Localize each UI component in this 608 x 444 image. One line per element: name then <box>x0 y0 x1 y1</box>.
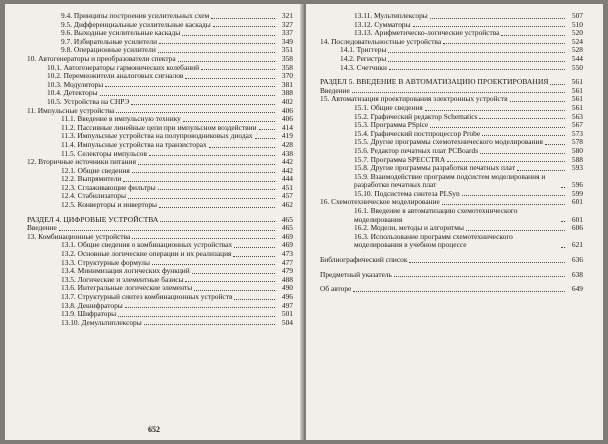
toc-dot-leader <box>209 147 275 148</box>
toc-entry-page: 388 <box>281 88 293 98</box>
toc-dot-leader <box>152 264 275 265</box>
toc-entry-title: 14. Последовательностные устройства <box>320 36 442 46</box>
toc-entry-page: 321 <box>281 11 293 20</box>
toc-dot-leader <box>100 95 275 96</box>
toc-dot-leader <box>561 221 565 222</box>
toc-entry <box>320 207 583 224</box>
toc-entry-title: 12.3. Сглаживающие фильтры <box>61 182 156 192</box>
toc-entry-page: 337 <box>281 28 293 38</box>
toc-entry-page: 358 <box>281 53 293 63</box>
toc-entry-page: 593 <box>571 163 583 173</box>
toc-entry-title: 13.8. Дешифраторы <box>61 300 123 310</box>
toc-dot-leader <box>211 18 275 19</box>
toc-dot-leader <box>255 138 275 139</box>
toc-dot-leader <box>425 110 565 111</box>
toc-dot-leader <box>234 299 275 300</box>
toc-entry-title: Предметный указатель <box>320 269 392 279</box>
toc-left <box>27 12 293 327</box>
toc-entry-title: 12.2. Выпрямители <box>61 174 122 184</box>
toc-entry-page: 414 <box>281 122 293 132</box>
toc-entry-page: 621 <box>571 240 583 250</box>
toc-entry-title: 13.4. Минимизация логических функций <box>61 266 190 276</box>
toc-entry-page: 567 <box>571 120 583 130</box>
toc-entry-title: 12.4. Стабилизаторы <box>61 191 126 201</box>
toc-entry-title: 16.1. Введение в автоматизацию схемотехнического моделирования <box>354 206 518 224</box>
toc-dot-leader <box>430 18 565 19</box>
toc-entry-title: 13. Комбинационные устройства <box>27 231 131 241</box>
toc-entry-title: 13.10. Демультиплексоры <box>61 317 142 327</box>
toc-entry-page: 588 <box>571 154 583 164</box>
toc-dot-leader <box>480 153 565 154</box>
toc-entry-page: 496 <box>281 292 293 301</box>
toc-entry <box>320 64 583 73</box>
toc-entry-title: РАЗДЕЛ 5. ВВЕДЕНИЕ В АВТОМАТИЗАЦИЮ ПРОЕКТИРОВАНИЯ <box>320 77 549 87</box>
toc-entry-page: 490 <box>281 283 293 293</box>
toc-section-heading <box>27 216 293 225</box>
toc-entry-title: РАЗДЕЛ 4. ЦИФРОВЫЕ УСТРОЙСТВА <box>27 214 159 224</box>
toc-entry-title: 16.3. Использование программ схемотехнического моделирования в учебном процессе <box>354 231 513 250</box>
toc-entry-title: 13.12. Сумматоры <box>354 19 411 29</box>
toc-entry-page: 442 <box>281 165 293 175</box>
toc-entry-page: 406 <box>281 105 293 115</box>
toc-dot-leader <box>201 69 275 70</box>
toc-dot-leader <box>233 256 275 257</box>
toc-dot-leader <box>462 195 565 196</box>
toc-entry <box>320 271 583 280</box>
toc-entry-title: 13.7. Структурный синтез комбинационных устройств <box>61 292 233 301</box>
toc-entry-title: 15.2. Графический редактор Schematics <box>354 111 478 121</box>
toc-dot-leader <box>132 172 275 173</box>
toc-entry-page: 327 <box>281 19 293 29</box>
toc-entry-page: 524 <box>571 36 583 46</box>
toc-entry-title: 11.1. Введение в импульсную технику <box>61 114 181 124</box>
toc-dot-leader <box>160 221 275 222</box>
toc-dot-leader <box>352 92 565 93</box>
toc-entry-title: 11.3. Импульсные устройства на полупроводниковых диодах <box>61 131 253 141</box>
toc-entry-title: 13.1. Общие сведения о комбинационных устройствах <box>61 240 233 250</box>
toc-entry-page: 599 <box>571 188 583 198</box>
toc-entry-page: 462 <box>281 200 293 210</box>
toc-entry <box>27 201 293 210</box>
toc-entry-page: 561 <box>571 94 583 104</box>
toc-entry-title: 13.9. Шифраторы <box>61 309 117 319</box>
toc-entry-page: 428 <box>281 139 293 149</box>
toc-entry-page: 638 <box>571 269 583 279</box>
toc-dot-leader <box>149 155 275 156</box>
toc-entry-page: 438 <box>281 148 293 158</box>
toc-entry-page: 596 <box>571 180 583 190</box>
toc-dot-leader <box>443 43 565 44</box>
toc-entry-page: 528 <box>571 45 583 55</box>
toc-entry-title: 10.5. Устройства на СНРЭ <box>47 96 130 106</box>
toc-dot-leader <box>105 86 275 87</box>
toc-dot-leader <box>158 52 275 53</box>
toc-entry-title: Об авторе <box>320 284 352 294</box>
toc-dot-leader <box>479 118 565 119</box>
toc-entry-page: 573 <box>571 128 583 138</box>
toc-entry-title: 15.5. Другие программы схемотехнического моделирования <box>354 137 543 147</box>
toc-entry-page: 469 <box>281 231 293 241</box>
toc-dot-leader <box>185 281 275 282</box>
toc-dot-leader <box>178 61 275 62</box>
toc-dot-leader <box>192 273 275 274</box>
toc-dot-leader <box>144 324 275 325</box>
toc-entry-page: 649 <box>571 284 583 294</box>
toc-entry-title: 16. Схемотехническое моделирование <box>320 197 440 207</box>
toc-dot-leader <box>194 290 275 291</box>
toc-dot-leader <box>394 276 565 277</box>
toc-entry-title: 12.5. Конверторы и инверторы <box>61 200 158 210</box>
toc-entry-page: 469 <box>281 240 293 250</box>
toc-entry-title: 13.5. Логические и элементные базисы <box>61 274 184 284</box>
right-page <box>306 4 603 440</box>
toc-dot-leader <box>561 187 565 188</box>
toc-dot-leader <box>138 164 275 165</box>
toc-entry-title: 10. Автогенераторы и преобразователи спектра <box>27 53 176 63</box>
toc-entry-title: 15.6. Редактор печатных плат PCBoards <box>354 145 479 155</box>
toc-entry-title: 13.6. Интегральные логические элементы <box>61 283 193 293</box>
toc-dot-leader <box>389 69 565 70</box>
toc-entry-page: 477 <box>281 257 293 267</box>
page-number: 652 <box>148 425 160 434</box>
toc-entry-page: 563 <box>571 111 583 121</box>
toc-entry-page: 457 <box>281 191 293 201</box>
toc-dot-leader <box>561 247 565 248</box>
toc-dot-leader <box>185 78 275 79</box>
toc-entry-page: 636 <box>571 255 583 265</box>
toc-entry-page: 561 <box>571 85 583 95</box>
toc-entry-page: 488 <box>281 274 293 284</box>
left-page <box>5 4 303 440</box>
toc-dot-leader <box>259 129 275 130</box>
toc-dot-leader <box>183 121 275 122</box>
toc-section-heading <box>320 78 583 87</box>
toc-dot-leader <box>413 26 565 27</box>
toc-dot-leader <box>125 307 275 308</box>
toc-entry-title: 13.3. Структурные формулы <box>61 257 150 267</box>
toc-entry-page: 442 <box>281 157 293 167</box>
toc-entry-page: 561 <box>571 102 583 112</box>
toc-entry-page: 473 <box>281 249 293 259</box>
toc-entry-page: 501 <box>281 309 293 319</box>
toc-entry-title: 11.2. Пассивные линейные цепи при импульсном воздействии <box>61 122 257 132</box>
toc-entry-title: 14.3. Счетчики <box>340 62 387 72</box>
toc-entry-title: 15.4. Графический постпроцессор Probe <box>354 128 481 138</box>
toc-entry-page: 510 <box>571 19 583 29</box>
toc-entry-title: 15.3. Программа PSpice <box>354 120 429 130</box>
toc-entry-title: 15.9. Взаимодействие программ подсистем моделирования и разработки печатных плат <box>354 171 546 190</box>
toc-entry-title: 15.1. Общие сведения <box>354 102 423 112</box>
toc-entry-title: 11. Импульсные устройства <box>27 105 115 115</box>
toc-entry-page: 406 <box>281 114 293 124</box>
toc-entry-title: 10.4. Детекторы <box>47 88 98 98</box>
toc-entry-title: 11.5. Селекторы импульсов <box>61 148 147 158</box>
toc-entry-page: 497 <box>281 300 293 310</box>
toc-entry-title: 9.7. Избирательные усилители <box>61 36 158 46</box>
toc-entry-page: 381 <box>281 79 293 89</box>
toc-entry-title: 13.13. Арифметическо-логические устройства <box>354 28 500 38</box>
toc-dot-leader <box>59 230 275 231</box>
toc-entry-page: 578 <box>571 137 583 147</box>
toc-entry-page: 601 <box>571 197 583 207</box>
toc-dot-leader <box>116 112 275 113</box>
toc-entry-title: 10.2. Перемножители аналоговых сигналов <box>47 71 184 81</box>
toc-entry-title: 12. Вторичные источники питания <box>27 157 136 167</box>
toc-dot-leader <box>128 198 275 199</box>
toc-entry-page: 479 <box>281 266 293 276</box>
toc-entry-page: 419 <box>281 131 293 141</box>
toc-entry-page: 601 <box>571 214 583 224</box>
toc-entry-page: 561 <box>571 77 583 87</box>
toc-entry-title: Введение <box>27 223 57 233</box>
toc-entry-page: 465 <box>281 214 293 224</box>
toc-dot-leader <box>430 127 565 128</box>
toc-entry <box>320 233 583 250</box>
toc-dot-leader <box>482 135 565 136</box>
toc-dot-leader <box>234 247 275 248</box>
toc-dot-leader <box>213 26 275 27</box>
toc-entry-page: 606 <box>571 223 583 233</box>
toc-dot-leader <box>517 170 565 171</box>
toc-entry-title: Введение <box>320 85 350 95</box>
toc-entry-title: 9.6. Выходные усилительные каскады <box>61 28 181 38</box>
toc-dot-leader <box>545 144 565 145</box>
toc-entry-title: 10.1. Автогенераторы гармонических колебаний <box>47 62 200 72</box>
toc-dot-leader <box>447 161 565 162</box>
toc-entry-page: 358 <box>281 62 293 72</box>
toc-entry-title: Библиографический список <box>320 255 408 265</box>
toc-dot-leader <box>123 181 275 182</box>
toc-dot-leader <box>158 189 275 190</box>
toc-dot-leader <box>510 101 565 102</box>
toc-dot-leader <box>501 35 565 36</box>
toc-right <box>320 12 583 294</box>
toc-dot-leader <box>409 262 565 263</box>
toc-entry-page: 349 <box>281 36 293 46</box>
toc-entry-title: 11.4. Импульсные устройства на транзисторах <box>61 139 207 149</box>
toc-entry-title: 12.1. Общие сведения <box>61 165 130 175</box>
toc-entry-title: 13.11. Мультиплексоры <box>354 11 428 20</box>
toc-entry-title: 14.1. Триггеры <box>340 45 387 55</box>
toc-dot-leader <box>442 204 565 205</box>
toc-dot-leader <box>131 104 275 105</box>
toc-entry-title: 15.8. Другие программы разработки печатных плат <box>354 163 515 173</box>
toc-entry-title: 15. Автоматизация проектирования электронных устройств <box>320 94 508 104</box>
toc-dot-leader <box>159 207 275 208</box>
toc-entry-page: 504 <box>281 317 293 327</box>
toc-dot-leader <box>118 316 275 317</box>
toc-dot-leader <box>388 61 565 62</box>
toc-entry-title: 9.5. Дифференциальные усилительные каскады <box>61 19 211 29</box>
toc-entry <box>320 256 583 265</box>
toc-entry-page: 370 <box>281 71 293 81</box>
toc-entry-title: 10.3. Модуляторы <box>47 79 104 89</box>
toc-dot-leader <box>182 35 275 36</box>
toc-entry-title: 15.7. Программа SPECCTRA <box>354 154 446 164</box>
toc-entry-page: 544 <box>571 53 583 63</box>
toc-entry-title: 13.2. Основные логические операции и их реализация <box>61 249 232 259</box>
toc-entry-page: 402 <box>281 96 293 106</box>
toc-entry-page: 444 <box>281 174 293 184</box>
toc-entry-title: 16.2. Модели, методы и алгоритмы <box>354 223 464 233</box>
toc-entry-page: 451 <box>281 182 293 192</box>
toc-dot-leader <box>388 52 565 53</box>
toc-dot-leader <box>159 43 275 44</box>
toc-dot-leader <box>550 84 565 85</box>
toc-entry-title: 9.4. Принципы построения усилительных схем <box>61 11 210 20</box>
toc-entry-title: 9.8. Операционные усилители <box>61 45 156 55</box>
toc-entry-page: 580 <box>571 145 583 155</box>
toc-dot-leader <box>353 291 565 292</box>
toc-entry-page: 465 <box>281 223 293 233</box>
toc-entry <box>320 173 583 190</box>
toc-entry-page: 520 <box>571 28 583 38</box>
toc-entry-title: 14.2. Регистры <box>340 53 387 63</box>
toc-entry-page: 351 <box>281 45 293 55</box>
toc-entry-page: 507 <box>571 11 583 20</box>
toc-dot-leader <box>466 230 565 231</box>
toc-entry-title: 15.10. Подсистема синтеза PLSyn <box>354 188 460 198</box>
toc-entry-page: 550 <box>571 62 583 72</box>
toc-entry <box>320 285 583 294</box>
toc-dot-leader <box>132 238 275 239</box>
toc-entry <box>27 319 293 328</box>
